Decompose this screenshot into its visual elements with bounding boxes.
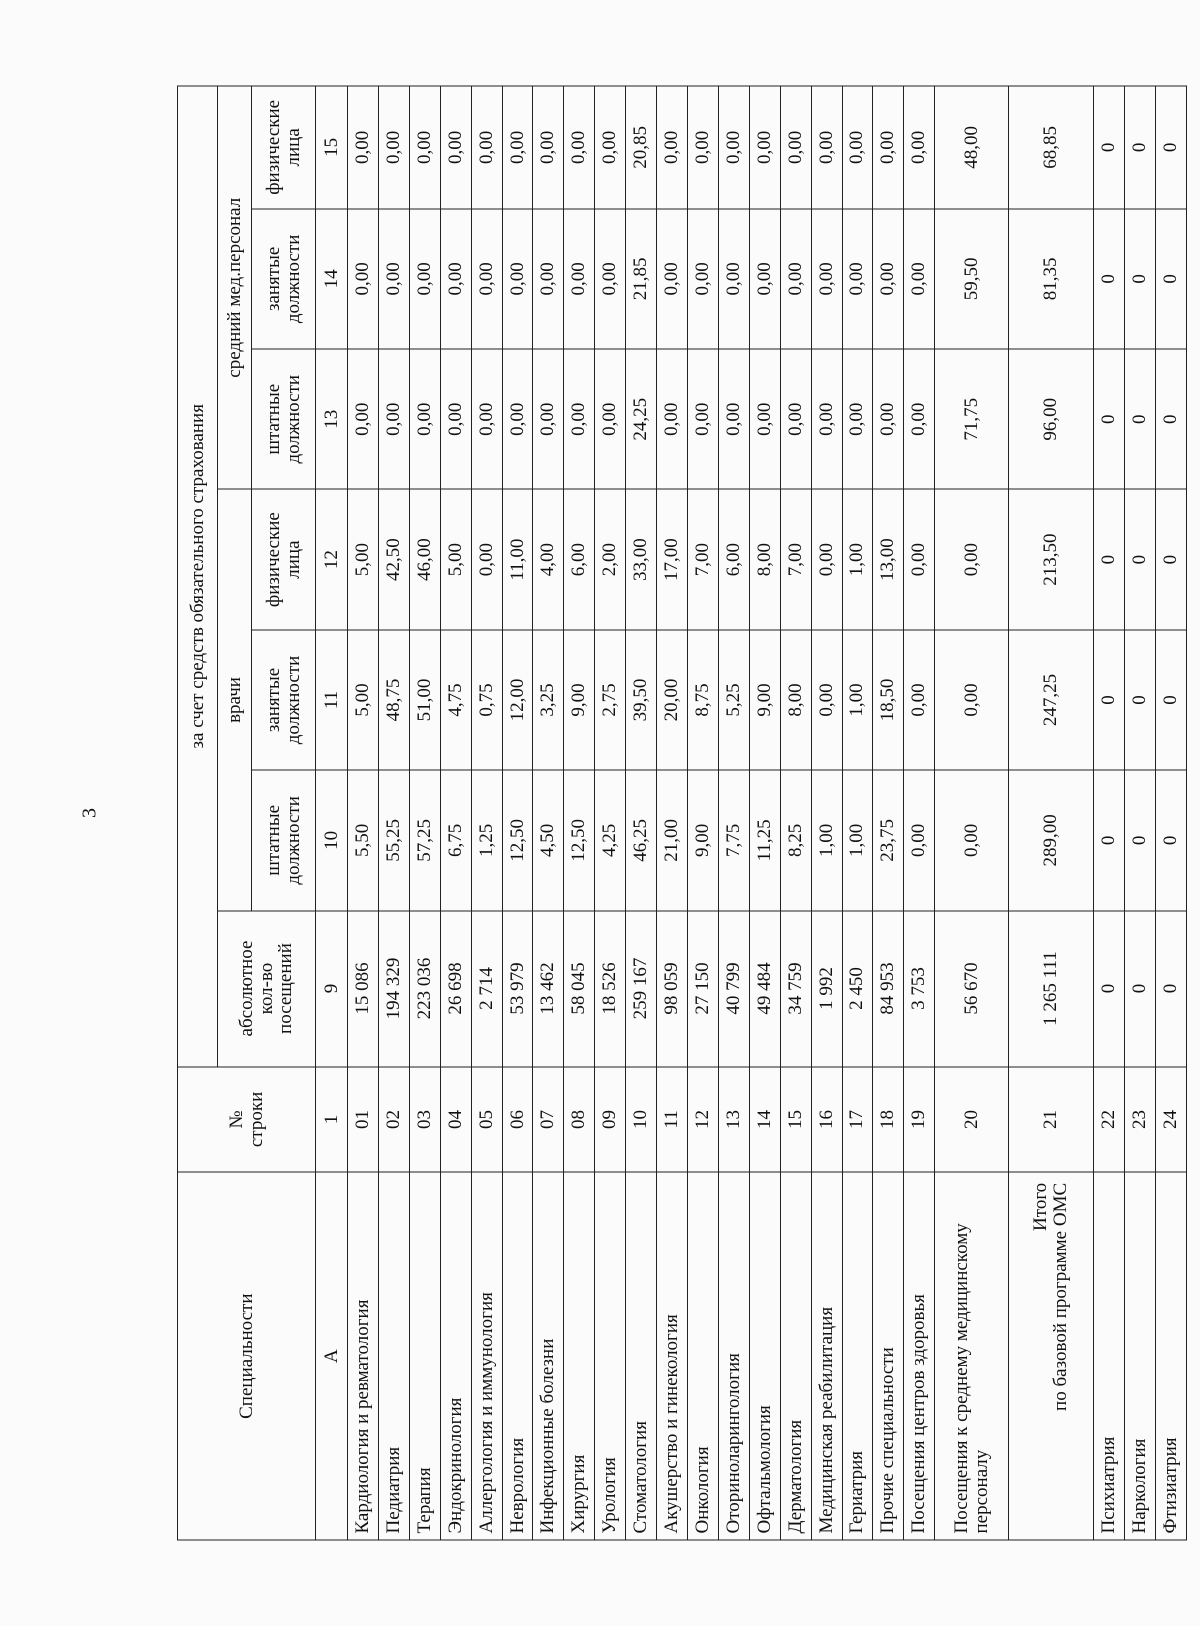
table-row xyxy=(595,86,626,1540)
value-cell: 0 xyxy=(1155,209,1186,349)
value-cell: 0 xyxy=(1093,770,1124,910)
value-cell: 0,00 xyxy=(657,349,688,489)
table-row xyxy=(1093,86,1124,1540)
value-cell: 5,00 xyxy=(348,630,379,770)
value-cell: 17,00 xyxy=(657,489,688,629)
specialty-cell: Медицинская реабилитация xyxy=(811,1172,842,1540)
value-cell: 0,00 xyxy=(502,349,533,489)
page-number: 3 xyxy=(78,808,101,818)
value-cell: 96,00 xyxy=(1009,349,1094,489)
doctors-persons-header: физические лица xyxy=(252,489,316,629)
value-cell: 0 xyxy=(1155,86,1186,209)
value-cell: 7,00 xyxy=(780,489,811,629)
value-cell: 0 xyxy=(1093,911,1124,1067)
value-cell: 0,00 xyxy=(440,209,471,349)
value-cell: 0,00 xyxy=(533,349,564,489)
table-row xyxy=(348,86,379,1540)
value-cell: 7,75 xyxy=(718,770,749,910)
row-number-cell: 12 xyxy=(687,1067,718,1173)
nurses-staff-positions-header: штатные должности xyxy=(252,349,316,489)
value-cell: 4,25 xyxy=(595,770,626,910)
value-cell: 0 xyxy=(1093,630,1124,770)
row-number-cell: 07 xyxy=(533,1067,564,1173)
value-cell: 0,00 xyxy=(595,86,626,209)
doctors-header: врачи xyxy=(218,489,252,910)
value-cell: 0,00 xyxy=(935,489,1009,629)
row-number-cell: 24 xyxy=(1155,1067,1186,1173)
table-row xyxy=(749,86,780,1540)
value-cell: 0,00 xyxy=(471,86,502,209)
value-cell: 48,00 xyxy=(935,86,1009,209)
specialty-cell: Аллергология и иммунология xyxy=(471,1172,502,1540)
value-cell: 259 167 xyxy=(626,911,657,1067)
value-cell: 1,00 xyxy=(842,630,873,770)
value-cell: 2 450 xyxy=(842,911,873,1067)
row-number-cell: 13 xyxy=(718,1067,749,1173)
value-cell: 8,00 xyxy=(749,489,780,629)
value-cell: 0,00 xyxy=(749,209,780,349)
value-cell: 21,00 xyxy=(657,770,688,910)
column-number: 9 xyxy=(316,911,348,1067)
value-cell: 0,00 xyxy=(935,770,1009,910)
value-cell: 0,00 xyxy=(687,209,718,349)
table-row xyxy=(502,86,533,1540)
value-cell: 1,00 xyxy=(842,489,873,629)
value-cell: 34 759 xyxy=(780,911,811,1067)
value-cell: 8,75 xyxy=(687,630,718,770)
value-cell: 53 979 xyxy=(502,911,533,1067)
row-number-cell: 22 xyxy=(1093,1067,1124,1173)
nurses-persons-header: физические лица xyxy=(252,86,316,209)
value-cell: 0,00 xyxy=(749,349,780,489)
row-number-cell: 04 xyxy=(440,1067,471,1173)
value-cell: 194 329 xyxy=(378,911,409,1067)
value-cell: 3 753 xyxy=(904,911,935,1067)
row-number-cell: 20 xyxy=(935,1067,1009,1173)
doctors-occupied-positions-header: занятые должности xyxy=(252,630,316,770)
row-number-cell: 16 xyxy=(811,1067,842,1173)
value-cell: 9,00 xyxy=(564,630,595,770)
value-cell: 0 xyxy=(1155,770,1186,910)
value-cell: 0,00 xyxy=(687,86,718,209)
value-cell: 0,00 xyxy=(811,489,842,629)
table-row xyxy=(378,86,409,1540)
specialty-cell: Офтальмология xyxy=(749,1172,780,1540)
value-cell: 1,00 xyxy=(811,770,842,910)
table-row xyxy=(811,86,842,1540)
value-cell: 15 086 xyxy=(348,911,379,1067)
value-cell: 24,25 xyxy=(626,349,657,489)
value-cell: 0,00 xyxy=(842,86,873,209)
value-cell: 12,50 xyxy=(502,770,533,910)
value-cell: 0,00 xyxy=(564,349,595,489)
value-cell: 0 xyxy=(1124,630,1155,770)
value-cell: 27 150 xyxy=(687,911,718,1067)
value-cell: 0,00 xyxy=(873,86,904,209)
value-cell: 223 036 xyxy=(409,911,440,1067)
value-cell: 0 xyxy=(1155,489,1186,629)
specialty-cell: Итого по базовой программе ОМС xyxy=(1009,1172,1094,1540)
value-cell: 0,00 xyxy=(904,770,935,910)
value-cell: 0,00 xyxy=(904,630,935,770)
specialty-cell: Посещения к среднему медицинскому персоналу xyxy=(935,1172,1009,1540)
report-table-sheet xyxy=(177,86,1187,1541)
value-cell: 39,50 xyxy=(626,630,657,770)
row-number-cell: 23 xyxy=(1124,1067,1155,1173)
specialty-cell: Психиатрия xyxy=(1093,1172,1124,1540)
value-cell: 20,85 xyxy=(626,86,657,209)
value-cell: 0,00 xyxy=(811,630,842,770)
value-cell: 42,50 xyxy=(378,489,409,629)
value-cell: 1 265 111 xyxy=(1009,911,1094,1067)
specialty-cell: Кардиология и ревматология xyxy=(348,1172,379,1540)
value-cell: 1,00 xyxy=(842,770,873,910)
value-cell: 0,00 xyxy=(533,209,564,349)
oms-group-header: за счет средств обязательного страхования xyxy=(178,86,218,1067)
value-cell: 0,00 xyxy=(533,86,564,209)
specialties-header: Специальности xyxy=(178,1172,316,1540)
value-cell: 13 462 xyxy=(533,911,564,1067)
table-row xyxy=(1155,86,1186,1540)
value-cell: 12,00 xyxy=(502,630,533,770)
table-row xyxy=(935,86,1009,1540)
value-cell: 0,00 xyxy=(564,209,595,349)
specialty-cell: Оториноларингология xyxy=(718,1172,749,1540)
value-cell: 11,00 xyxy=(502,489,533,629)
row-number-cell: 21 xyxy=(1009,1067,1094,1173)
table-row xyxy=(471,86,502,1540)
table-row xyxy=(440,86,471,1540)
row-number-header: № строки xyxy=(178,1067,316,1173)
specialty-cell: Терапия xyxy=(409,1172,440,1540)
value-cell: 5,50 xyxy=(348,770,379,910)
specialty-cell: Эндокринология xyxy=(440,1172,471,1540)
value-cell: 56 670 xyxy=(935,911,1009,1067)
row-number-cell: 18 xyxy=(873,1067,904,1173)
value-cell: 0,00 xyxy=(471,489,502,629)
value-cell: 9,00 xyxy=(749,630,780,770)
value-cell: 5,25 xyxy=(718,630,749,770)
value-cell: 0,00 xyxy=(904,209,935,349)
table-row xyxy=(1124,86,1155,1540)
value-cell: 0,00 xyxy=(904,86,935,209)
table-row xyxy=(904,86,935,1540)
value-cell: 18,50 xyxy=(873,630,904,770)
value-cell: 0,00 xyxy=(409,86,440,209)
value-cell: 0,00 xyxy=(657,209,688,349)
value-cell: 58 045 xyxy=(564,911,595,1067)
value-cell: 0,00 xyxy=(348,349,379,489)
value-cell: 84 953 xyxy=(873,911,904,1067)
table-row xyxy=(409,86,440,1540)
specialty-cell: Прочие специальности xyxy=(873,1172,904,1540)
value-cell: 0,00 xyxy=(842,209,873,349)
value-cell: 81,35 xyxy=(1009,209,1094,349)
row-number-cell: 03 xyxy=(409,1067,440,1173)
value-cell: 46,00 xyxy=(409,489,440,629)
specialty-cell: Гериатрия xyxy=(842,1172,873,1540)
value-cell: 0,00 xyxy=(502,209,533,349)
table-row xyxy=(780,86,811,1540)
specialty-cell: Педиатрия xyxy=(378,1172,409,1540)
value-cell: 4,75 xyxy=(440,630,471,770)
column-number: 10 xyxy=(316,770,348,910)
row-number-cell: 08 xyxy=(564,1067,595,1173)
value-cell: 0,00 xyxy=(842,349,873,489)
value-cell: 0,00 xyxy=(780,349,811,489)
value-cell: 51,00 xyxy=(409,630,440,770)
value-cell: 18 526 xyxy=(595,911,626,1067)
value-cell: 0,00 xyxy=(811,86,842,209)
value-cell: 6,75 xyxy=(440,770,471,910)
specialty-cell: Хирургия xyxy=(564,1172,595,1540)
value-cell: 0,00 xyxy=(873,349,904,489)
column-number: 11 xyxy=(316,630,348,770)
value-cell: 71,75 xyxy=(935,349,1009,489)
value-cell: 0 xyxy=(1093,489,1124,629)
specialty-cell: Стоматология xyxy=(626,1172,657,1540)
value-cell: 0,75 xyxy=(471,630,502,770)
value-cell: 9,00 xyxy=(687,770,718,910)
value-cell: 0 xyxy=(1155,911,1186,1067)
value-cell: 0,00 xyxy=(471,349,502,489)
value-cell: 1,25 xyxy=(471,770,502,910)
value-cell: 0,00 xyxy=(348,209,379,349)
value-cell: 0,00 xyxy=(718,209,749,349)
value-cell: 13,00 xyxy=(873,489,904,629)
value-cell: 0,00 xyxy=(811,349,842,489)
table-row xyxy=(564,86,595,1540)
value-cell: 2,75 xyxy=(595,630,626,770)
value-cell: 2,00 xyxy=(595,489,626,629)
specialty-cell: Фтизиатрия xyxy=(1155,1172,1186,1540)
value-cell: 0,00 xyxy=(873,209,904,349)
value-cell: 8,00 xyxy=(780,630,811,770)
value-cell: 213,50 xyxy=(1009,489,1094,629)
row-number-cell: 05 xyxy=(471,1067,502,1173)
value-cell: 0,00 xyxy=(718,349,749,489)
table-row xyxy=(1009,86,1094,1540)
column-number: 12 xyxy=(316,489,348,629)
row-number-cell: 10 xyxy=(626,1067,657,1173)
value-cell: 0,00 xyxy=(440,349,471,489)
abs-visits-header: абсолютное кол-во посещений xyxy=(218,911,316,1067)
value-cell: 0,00 xyxy=(409,209,440,349)
nurses-occupied-positions-header: занятые должности xyxy=(252,209,316,349)
value-cell: 4,00 xyxy=(533,489,564,629)
value-cell: 0,00 xyxy=(904,349,935,489)
value-cell: 289,00 xyxy=(1009,770,1094,910)
specialty-cell: Наркология xyxy=(1124,1172,1155,1540)
row-number-cell: 17 xyxy=(842,1067,873,1173)
value-cell: 68,85 xyxy=(1009,86,1094,209)
value-cell: 0 xyxy=(1124,770,1155,910)
value-cell: 12,50 xyxy=(564,770,595,910)
value-cell: 57,25 xyxy=(409,770,440,910)
row-number-cell: 09 xyxy=(595,1067,626,1173)
row-number-cell: 02 xyxy=(378,1067,409,1173)
row-number-cell: 11 xyxy=(657,1067,688,1173)
specialty-cell: Неврология xyxy=(502,1172,533,1540)
value-cell: 49 484 xyxy=(749,911,780,1067)
value-cell: 0 xyxy=(1155,349,1186,489)
column-number: 14 xyxy=(316,209,348,349)
specialty-cell: Посещения центров здоровья xyxy=(904,1172,935,1540)
value-cell: 23,75 xyxy=(873,770,904,910)
column-number: 15 xyxy=(316,86,348,209)
specialty-cell: Урология xyxy=(595,1172,626,1540)
value-cell: 0,00 xyxy=(595,349,626,489)
value-cell: 0 xyxy=(1093,349,1124,489)
value-cell: 59,50 xyxy=(935,209,1009,349)
value-cell: 1 992 xyxy=(811,911,842,1067)
table-row xyxy=(626,86,657,1540)
column-number: 1 xyxy=(316,1067,348,1173)
value-cell: 26 698 xyxy=(440,911,471,1067)
value-cell: 98 059 xyxy=(657,911,688,1067)
value-cell: 0,00 xyxy=(595,209,626,349)
value-cell: 0,00 xyxy=(904,489,935,629)
value-cell: 40 799 xyxy=(718,911,749,1067)
value-cell: 21,85 xyxy=(626,209,657,349)
column-number: А xyxy=(316,1172,348,1540)
table-row xyxy=(842,86,873,1540)
value-cell: 0 xyxy=(1124,349,1155,489)
value-cell: 0 xyxy=(1124,911,1155,1067)
value-cell: 55,25 xyxy=(378,770,409,910)
table-row xyxy=(873,86,904,1540)
value-cell: 0,00 xyxy=(378,349,409,489)
table-row xyxy=(657,86,688,1540)
value-cell: 8,25 xyxy=(780,770,811,910)
value-cell: 6,00 xyxy=(718,489,749,629)
value-cell: 0,00 xyxy=(564,86,595,209)
value-cell: 0 xyxy=(1124,86,1155,209)
value-cell: 33,00 xyxy=(626,489,657,629)
value-cell: 0,00 xyxy=(378,209,409,349)
value-cell: 5,00 xyxy=(440,489,471,629)
value-cell: 0 xyxy=(1093,86,1124,209)
value-cell: 0,00 xyxy=(440,86,471,209)
table-row xyxy=(533,86,564,1540)
value-cell: 2 714 xyxy=(471,911,502,1067)
value-cell: 6,00 xyxy=(564,489,595,629)
value-cell: 3,25 xyxy=(533,630,564,770)
value-cell: 247,25 xyxy=(1009,630,1094,770)
row-number-cell: 06 xyxy=(502,1067,533,1173)
value-cell: 0 xyxy=(1124,209,1155,349)
value-cell: 46,25 xyxy=(626,770,657,910)
value-cell: 0,00 xyxy=(502,86,533,209)
table-body xyxy=(348,86,1187,1540)
table-row xyxy=(718,86,749,1540)
specialty-cell: Инфекционные болезни xyxy=(533,1172,564,1540)
value-cell: 0,00 xyxy=(471,209,502,349)
value-cell: 0,00 xyxy=(780,86,811,209)
row-number-cell: 19 xyxy=(904,1067,935,1173)
value-cell: 0,00 xyxy=(378,86,409,209)
value-cell: 7,00 xyxy=(687,489,718,629)
value-cell: 0,00 xyxy=(348,86,379,209)
value-cell: 0,00 xyxy=(811,209,842,349)
staffing-table xyxy=(177,86,1187,1541)
value-cell: 20,00 xyxy=(657,630,688,770)
column-number: 13 xyxy=(316,349,348,489)
nurses-header: средний мед.персонал xyxy=(218,86,252,489)
row-number-cell: 14 xyxy=(749,1067,780,1173)
value-cell: 48,75 xyxy=(378,630,409,770)
value-cell: 0 xyxy=(1155,630,1186,770)
specialty-cell: Дерматология xyxy=(780,1172,811,1540)
value-cell: 0,00 xyxy=(409,349,440,489)
row-number-cell: 01 xyxy=(348,1067,379,1173)
value-cell: 0,00 xyxy=(749,86,780,209)
value-cell: 0,00 xyxy=(657,86,688,209)
specialty-cell: Онкология xyxy=(687,1172,718,1540)
value-cell: 0 xyxy=(1124,489,1155,629)
value-cell: 0,00 xyxy=(718,86,749,209)
value-cell: 0,00 xyxy=(935,630,1009,770)
specialty-cell: Акушерство и гинекология xyxy=(657,1172,688,1540)
doctors-staff-positions-header: штатные должности xyxy=(252,770,316,910)
table-row xyxy=(687,86,718,1540)
value-cell: 11,25 xyxy=(749,770,780,910)
value-cell: 4,50 xyxy=(533,770,564,910)
row-number-cell: 15 xyxy=(780,1067,811,1173)
value-cell: 0,00 xyxy=(687,349,718,489)
value-cell: 0 xyxy=(1093,209,1124,349)
value-cell: 5,00 xyxy=(348,489,379,629)
value-cell: 0,00 xyxy=(780,209,811,349)
